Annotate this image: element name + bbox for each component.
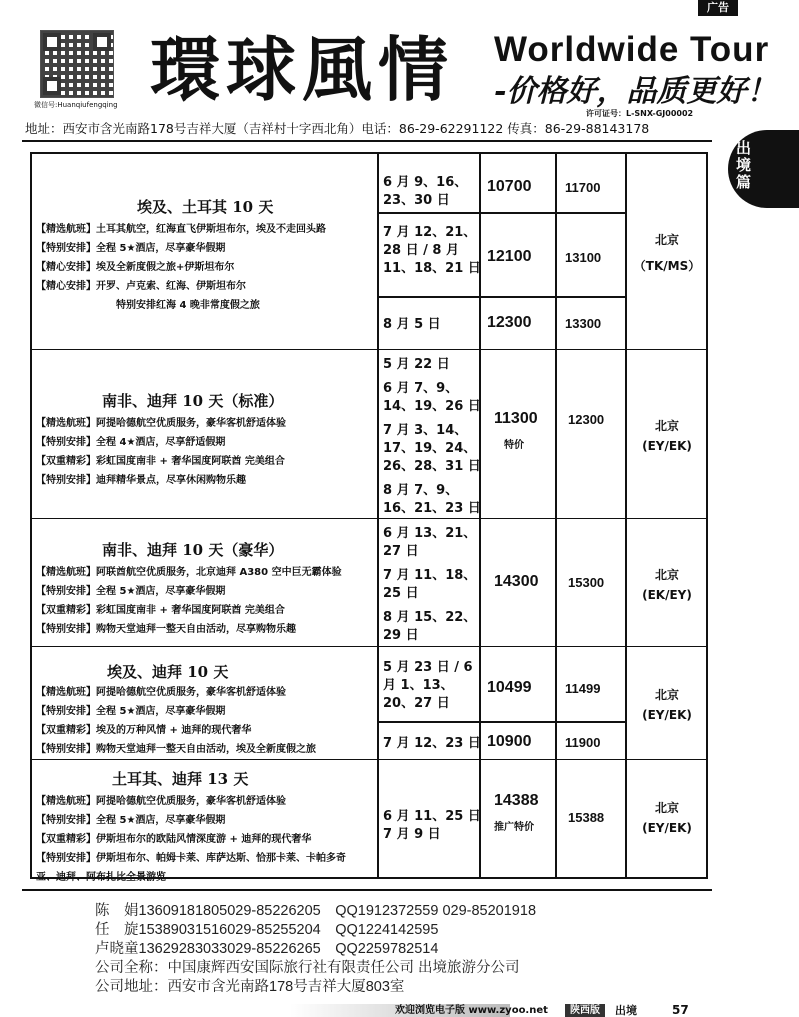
tour-detail-line: 【双重精彩】彩虹国度南非 + 奢华国度阿联酋 完美组合 bbox=[36, 456, 285, 467]
tour-detail-line: 【精选航班】阿提哈德航空优质服务，豪华客机舒适体验 bbox=[36, 687, 286, 698]
brand-logo: 環球風情 bbox=[150, 28, 454, 111]
footer-section: 出境 bbox=[615, 1004, 637, 1017]
tour-row bbox=[32, 519, 706, 647]
company-address: 公司地址：西安市含光南路178号吉祥大厦803室 bbox=[95, 979, 405, 995]
departure-dates bbox=[383, 525, 483, 645]
edition-badge: 陕西版 bbox=[565, 1004, 605, 1017]
price-secondary: 12300 bbox=[568, 412, 605, 427]
date-line: 7 月 11、18、25 日 bbox=[383, 568, 477, 601]
price: 10700 bbox=[487, 178, 532, 195]
price-secondary: 13100 bbox=[565, 250, 602, 265]
date-line: 8 月 7、9、16、21、23 日 bbox=[383, 483, 481, 516]
departure-dates: 5 月 23 日 / 6 月 1、13、20、27 日 bbox=[383, 660, 473, 711]
tour-detail-line: 【特别安排】迪拜精华景点，尽享休闲购物乐趣 bbox=[36, 475, 246, 486]
airline-codes: (EK/EY) bbox=[642, 588, 692, 602]
tour-detail-line: 【精选航班】阿提哈德航空优质服务，豪华客机舒适体验 bbox=[36, 796, 286, 807]
brand-english: Worldwide Tour bbox=[494, 30, 770, 69]
departure-city bbox=[628, 685, 706, 725]
date-line: 6 月 7、9、14、19、26 日 bbox=[383, 381, 481, 414]
contact-line: 卢晓童13629283033029-85226265 QQ2259782514 bbox=[95, 941, 439, 957]
tour-detail-line: 【精选航班】土耳其航空，红海直飞伊斯坦布尔，埃及不走回头路 bbox=[36, 224, 326, 235]
tour-detail-line: 【精选航班】阿提哈德航空优质服务，豪华客机舒适体验 bbox=[36, 418, 286, 429]
date-line: 7 月 9 日 bbox=[383, 827, 441, 842]
tour-details bbox=[36, 414, 286, 490]
license-number: 许可证号：L-SNX-GJ00002 bbox=[586, 109, 694, 118]
date-line: 7 月 3、14、17、19、24、26、28、31 日 bbox=[383, 423, 481, 474]
tour-title: 埃及、迪拜 10 天 bbox=[107, 663, 229, 681]
tour-detail-line: 亚、迪拜、阿布扎比全景游览 bbox=[36, 872, 166, 883]
price: 10499 bbox=[487, 679, 532, 696]
contact-info bbox=[95, 902, 536, 997]
departure-dates: 7 月 12、23 日 bbox=[383, 736, 481, 751]
tour-detail-line: 【双重精彩】埃及的万种风情 + 迪拜的现代奢华 bbox=[36, 725, 252, 736]
tour-table bbox=[30, 152, 708, 883]
date-line: 5 月 22 日 bbox=[383, 357, 450, 372]
tour-detail-line: 【特别安排】全程 5★酒店，尽享豪华假期 bbox=[36, 815, 226, 826]
tour-details bbox=[36, 220, 326, 315]
section-tab-char: 境 bbox=[736, 156, 752, 174]
tour-detail-line: 【特别安排】全程 5★酒店，尽享豪华假期 bbox=[36, 586, 226, 597]
tour-title: 埃及、土耳其 10 天 bbox=[137, 198, 274, 216]
address-line: 地址：西安市含光南路178号吉祥大厦（吉祥村十字西北角）电话：86-29-62291122 传真：86-29-88143178 bbox=[25, 121, 650, 136]
tour-title: 南非、迪拜 10 天（豪华） bbox=[102, 541, 284, 559]
slogan: -价格好，品质更好！ bbox=[494, 74, 777, 109]
departure-city bbox=[628, 416, 706, 456]
departure-dates: 7 月 12、21、28 日 / 8 月 11、18、21 日 bbox=[383, 225, 481, 276]
departure-dates bbox=[383, 808, 483, 844]
price: 10900 bbox=[487, 733, 532, 750]
price: 12300 bbox=[487, 314, 532, 331]
footer-website: 欢迎浏览电子版 www.zyoo.net bbox=[395, 1005, 548, 1016]
tour-detail-line: 【特别安排】全程 5★酒店，尽享豪华假期 bbox=[36, 706, 226, 717]
airline-codes: (EY/EK) bbox=[642, 439, 692, 453]
date-line: 6 月 13、21、27 日 bbox=[383, 526, 477, 559]
tour-detail-line: 【双重精彩】伊斯坦布尔的欧陆风情深度游 + 迪拜的现代奢华 bbox=[36, 834, 312, 845]
tour-details bbox=[36, 792, 346, 887]
wechat-id: 微信号:Huanqiufengqing bbox=[34, 101, 118, 109]
qr-code bbox=[40, 30, 114, 98]
qr-corner bbox=[93, 33, 111, 51]
departure-city bbox=[628, 798, 706, 838]
divider bbox=[22, 140, 712, 142]
tour-detail-line: 【特别安排】全程 4★酒店，尽享舒适假期 bbox=[36, 437, 226, 448]
price: 11300 bbox=[494, 410, 538, 427]
divider bbox=[22, 889, 712, 891]
page-number: 57 bbox=[672, 1003, 689, 1017]
tour-details bbox=[36, 563, 342, 639]
price-note: 特价 bbox=[504, 440, 524, 451]
qr-corner bbox=[43, 33, 61, 51]
tour-row bbox=[32, 760, 706, 883]
departure-city bbox=[628, 230, 706, 276]
city-name: 北京 bbox=[654, 419, 679, 433]
price: 14300 bbox=[494, 573, 539, 590]
tour-row bbox=[32, 154, 706, 350]
tour-detail-line: 【特别安排】购物天堂迪拜一整天自由活动，埃及全新度假之旅 bbox=[36, 744, 316, 755]
price-secondary: 15388 bbox=[568, 810, 605, 825]
contact-line: 陈 娟13609181805029-85226205 QQ1912372559 029-85201918 bbox=[95, 903, 537, 919]
city-name: 北京 bbox=[654, 568, 679, 582]
price-secondary: 15300 bbox=[568, 575, 605, 590]
price-secondary: 11499 bbox=[565, 681, 601, 696]
airline-codes: (EY/EK) bbox=[642, 821, 692, 835]
tour-title: 土耳其、迪拜 13 天 bbox=[112, 770, 249, 788]
company-name: 公司全称：中国康辉西安国际旅行社有限责任公司 出境旅游分公司 bbox=[95, 960, 520, 976]
ad-tag: 广告 bbox=[698, 0, 738, 16]
date-line: 8 月 15、22、29 日 bbox=[383, 610, 477, 643]
tour-detail-line: 【精心安排】埃及全新度假之旅+伊斯坦布尔 bbox=[36, 262, 235, 273]
section-tab-char: 篇 bbox=[736, 173, 752, 191]
tour-detail-line: 【精选航班】阿联酋航空优质服务，北京迪拜 A380 空中巨无霸体验 bbox=[36, 567, 342, 578]
price-secondary: 11700 bbox=[565, 180, 601, 195]
city-name: 北京 bbox=[654, 801, 679, 815]
tour-detail-line: 【特别安排】伊斯坦布尔、帕姆卡莱、库萨达斯、恰那卡莱、卡帕多奇 bbox=[36, 853, 346, 864]
departure-dates: 8 月 5 日 bbox=[383, 317, 441, 332]
tour-title: 南非、迪拜 10 天（标准） bbox=[102, 392, 284, 410]
footer bbox=[290, 1004, 799, 1017]
price: 14388 bbox=[494, 792, 539, 809]
date-line: 6 月 11、25 日 bbox=[383, 809, 481, 824]
departure-dates bbox=[383, 356, 483, 518]
tour-detail-line: 【精心安排】开罗、卢克索、红海、伊斯坦布尔 bbox=[36, 281, 246, 292]
city-name: 北京 bbox=[654, 233, 679, 247]
section-tab-char: 出 bbox=[736, 139, 752, 157]
tour-row bbox=[32, 647, 706, 760]
departure-city bbox=[628, 565, 706, 605]
tour-detail-line: 【特别安排】全程 5★酒店，尽享豪华假期 bbox=[36, 243, 226, 254]
airline-codes: (EY/EK) bbox=[642, 708, 692, 722]
contact-line: 任 旋15389031516029-85255204 QQ1224142595 bbox=[95, 922, 439, 938]
price-note: 推广特价 bbox=[494, 822, 534, 833]
departure-dates: 6 月 9、16、23、30 日 bbox=[383, 175, 468, 208]
tour-detail-line: 【特别安排】购物天堂迪拜一整天自由活动，尽享购物乐趣 bbox=[36, 624, 296, 635]
tour-details bbox=[36, 683, 316, 759]
price-secondary: 13300 bbox=[565, 316, 602, 331]
tour-detail-line: 【双重精彩】彩虹国度南非 + 奢华国度阿联酋 完美组合 bbox=[36, 605, 285, 616]
tour-detail-line: 特别安排红海 4 晚非常度假之旅 bbox=[116, 300, 260, 311]
tour-row bbox=[32, 350, 706, 519]
qr-corner bbox=[43, 77, 61, 95]
price-secondary: 11900 bbox=[565, 735, 601, 750]
section-tab bbox=[728, 130, 799, 208]
price: 12100 bbox=[487, 248, 532, 265]
airline-codes: （TK/MS） bbox=[633, 259, 701, 273]
city-name: 北京 bbox=[654, 688, 679, 702]
